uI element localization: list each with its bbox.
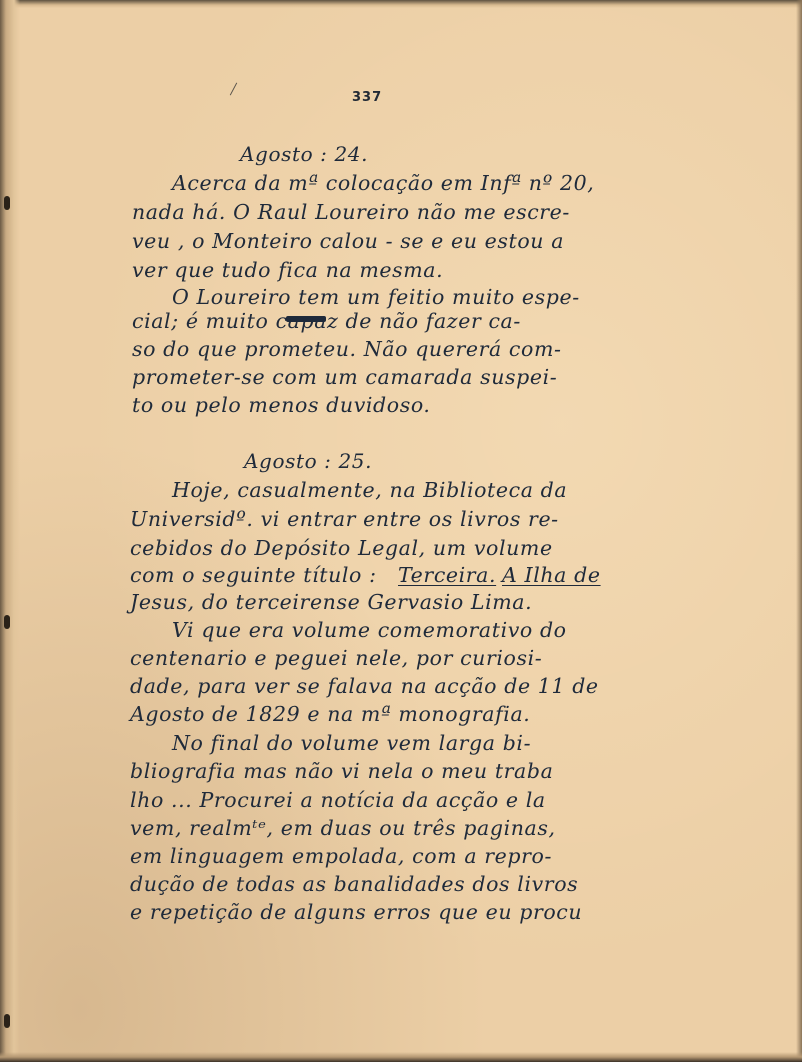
page-bottom-edge <box>0 1052 802 1062</box>
entry-line: centenario e peguei nele, por curiosi- <box>130 646 543 670</box>
entry-line: O Loureiro tem um feitio muito espe- <box>172 285 580 309</box>
entry-line: e repetição de alguns erros que eu procu <box>130 900 583 924</box>
entry-line: so do que prometeu. Não quererá com- <box>132 337 562 361</box>
entry-line: cebidos do Depósito Legal, um volume <box>130 536 553 560</box>
entry-line: nada há. O Raul Loureiro não me escre- <box>132 200 570 224</box>
binding-hole <box>4 1014 10 1028</box>
book-title-part: A Ilha de <box>502 563 601 587</box>
binding-hole <box>4 615 10 629</box>
book-title-part: Terceira. <box>398 563 497 587</box>
entry-line: Jesus, do terceirense Gervasio Lima. <box>130 590 533 614</box>
entry-line: prometer-se com um camarada suspei- <box>132 365 558 389</box>
entry-line: em linguagem empolada, com a repro- <box>130 844 552 868</box>
entry-line: ver que tudo fica na mesma. <box>132 258 444 282</box>
page-number: 337 <box>352 90 383 105</box>
entry-date: Agosto : 25. <box>244 449 373 473</box>
entry-line: com o seguinte título : <box>130 563 377 587</box>
entry-line: Universidº. vi entrar entre os livros re- <box>130 507 559 531</box>
entry-line: Acerca da mª colocação em Infª nº 20, <box>172 171 595 195</box>
page-binding-edge <box>0 0 20 1062</box>
entry-line: Hoje, casualmente, na Biblioteca da <box>172 478 568 502</box>
entry-line: veu , o Monteiro calou - se e eu estou a <box>132 229 565 253</box>
entry-line: Agosto de 1829 e na mª monografia. <box>130 702 531 726</box>
entry-line: Vi que era volume comemorativo do <box>172 618 567 642</box>
entry-line: vem, realmᵗᵉ, em duas ou três paginas, <box>130 816 556 840</box>
entry-line: to ou pelo menos duvidoso. <box>132 393 431 417</box>
entry-line: lho ... Procurei a notícia da acção e la <box>130 788 546 812</box>
entry-line: cial; é muito capaz de não fazer ca- <box>132 309 521 333</box>
entry-line: dução de todas as banalidades dos livros <box>130 872 579 896</box>
page-top-edge <box>0 0 802 8</box>
stray-pen-mark <box>230 83 237 96</box>
entry-line: No final do volume vem larga bi- <box>172 731 532 755</box>
page-right-edge <box>796 0 802 1062</box>
entry-line: bliografia mas não vi nela o meu traba <box>130 759 554 783</box>
entry-date: Agosto : 24. <box>240 142 369 166</box>
binding-hole <box>4 196 10 210</box>
entry-line: dade, para ver se falava na acção de 11 de <box>130 674 599 698</box>
